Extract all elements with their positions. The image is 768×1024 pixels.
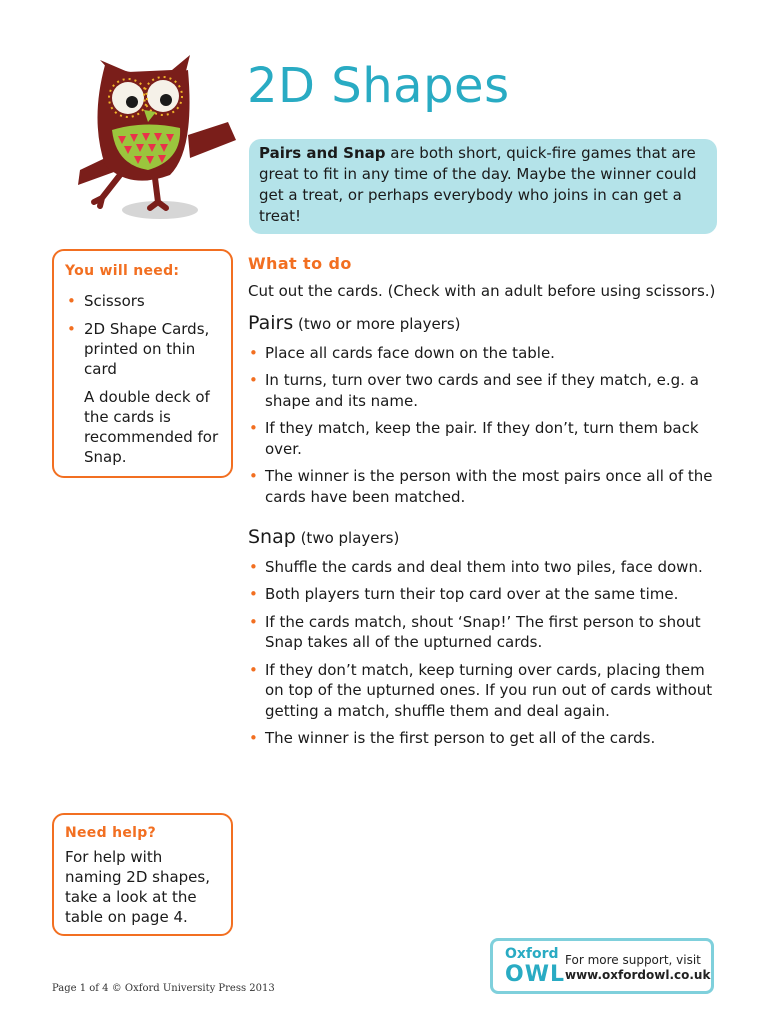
intro-panel bbox=[249, 139, 717, 234]
logo-url-link[interactable]: www.oxfordowl.co.uk bbox=[565, 968, 711, 982]
logo-oxford: Oxford bbox=[505, 946, 559, 962]
pairs-heading bbox=[248, 313, 728, 335]
owl-illustration bbox=[60, 40, 240, 230]
list-item: • Scissors bbox=[65, 291, 221, 311]
materials-list bbox=[65, 291, 221, 379]
list-item: • In turns, turn over two cards and see if they match, e.g. a shape and its name. bbox=[248, 370, 728, 411]
need-help-text: For help with naming 2D shapes, take a look at the table on page 4. bbox=[65, 848, 210, 926]
list-item: • If they don’t match, keep turning over cards, placing them on top of the upturned ones. If you run out of cards without getting a match, shuffle them and deal again. bbox=[248, 660, 728, 722]
list-item: • The winner is the person with the most pairs once all of the cards have been matched. bbox=[248, 466, 728, 507]
snap-title: Snap bbox=[248, 526, 296, 548]
list-item: • If the cards match, shout ‘Snap!’ The first person to shout Snap takes all of the upturned cards. bbox=[248, 612, 728, 653]
pairs-title: Pairs bbox=[248, 312, 294, 334]
page-footer: Page 1 of 4 © Oxford University Press 2013 bbox=[52, 983, 275, 994]
pairs-steps bbox=[248, 343, 728, 508]
you-will-need-title: You will need: bbox=[65, 263, 180, 279]
list-item: • 2D Shape Cards, printed on thin card bbox=[65, 319, 221, 379]
need-help-box bbox=[52, 813, 233, 936]
snap-heading bbox=[248, 527, 728, 549]
list-item: • The winner is the first person to get all of the cards. bbox=[248, 728, 728, 749]
you-will-need-box bbox=[52, 249, 233, 478]
oxford-owl-logo[interactable] bbox=[490, 938, 714, 994]
page-title: 2D Shapes bbox=[247, 58, 510, 114]
need-help-title: Need help? bbox=[65, 825, 157, 841]
list-item: • Shuffle the cards and deal them into two piles, face down. bbox=[248, 557, 728, 578]
cut-out-instruction: Cut out the cards. (Check with an adult before using scissors.) bbox=[248, 281, 716, 300]
logo-support-text: For more support, visit bbox=[565, 953, 701, 967]
what-to-do-heading: What to do bbox=[248, 254, 352, 273]
snap-players: (two players) bbox=[295, 529, 400, 547]
list-item: • If they match, keep the pair. If they don’t, turn them back over. bbox=[248, 418, 728, 459]
list-item: • Place all cards face down on the table. bbox=[248, 343, 728, 364]
pairs-players: (two or more players) bbox=[293, 315, 461, 333]
double-deck-note: A double deck of the cards is recommended for Snap. bbox=[84, 388, 219, 466]
intro-bold: Pairs and Snap bbox=[259, 144, 386, 162]
intro-text: are both short, quick-fire games that are great to fit in any time of the day. Maybe the winner could get a treat, or perhaps everybody who joins in can get a treat! bbox=[259, 144, 697, 225]
logo-owl: OWL bbox=[505, 962, 565, 987]
instructions bbox=[248, 254, 728, 756]
snap-steps bbox=[248, 557, 728, 749]
list-item: • Both players turn their top card over at the same time. bbox=[248, 584, 728, 605]
